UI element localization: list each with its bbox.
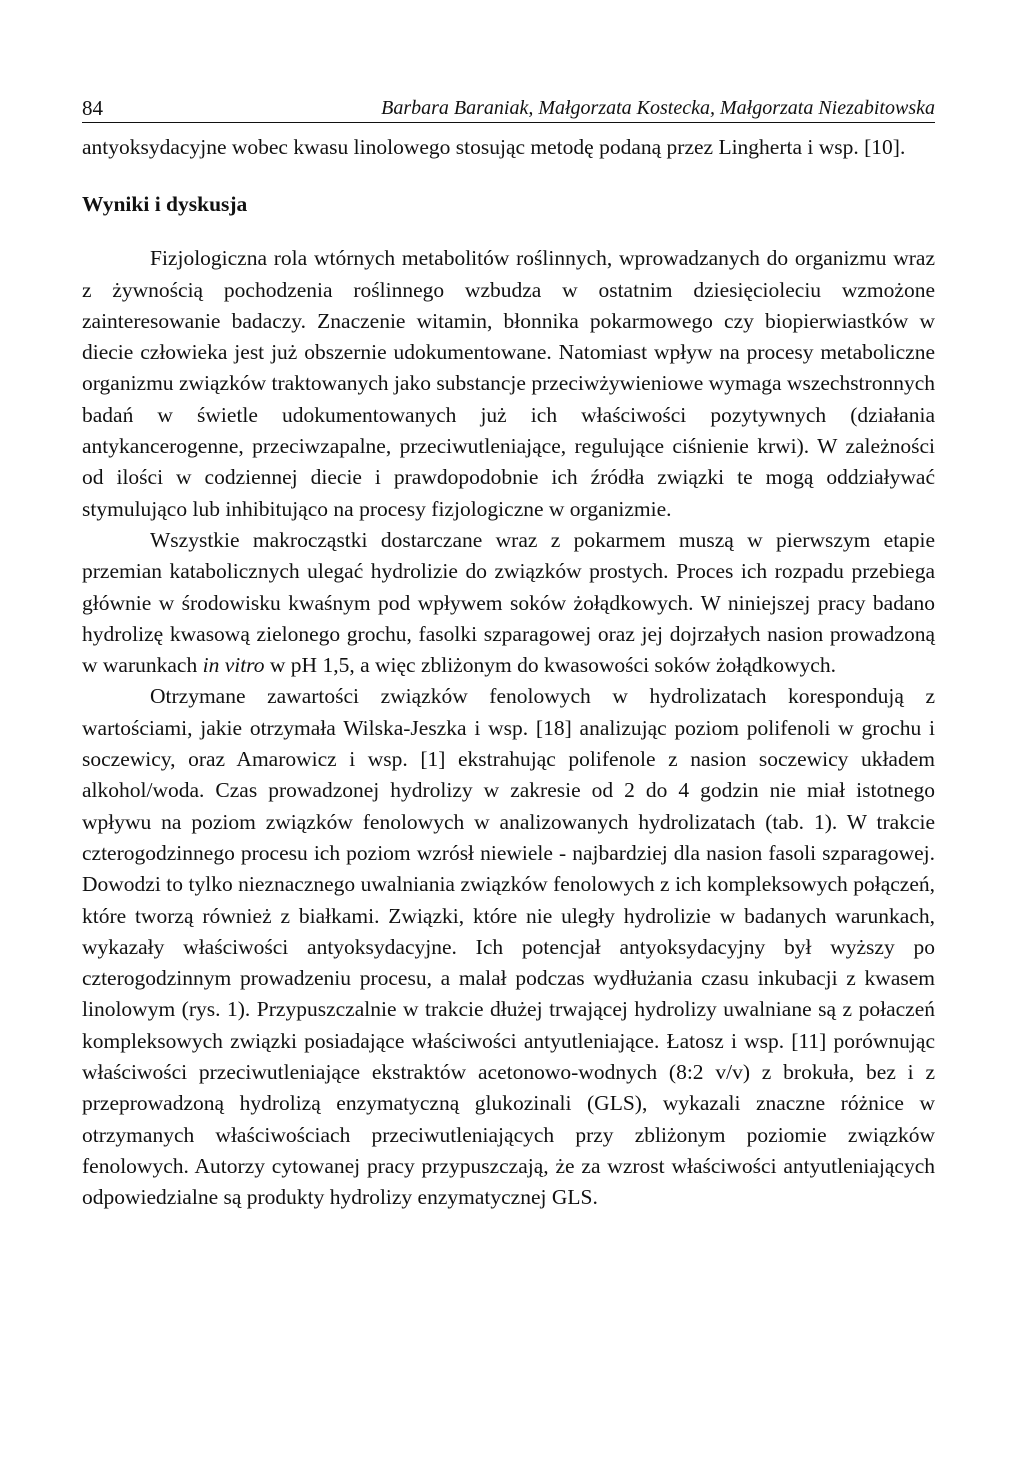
results-paragraph-2-part-2: w pH 1,5, a więc zbliżonym do kwasowości soków żołądkowych. — [264, 653, 836, 678]
section-heading-results: Wyniki i dyskusja — [82, 192, 248, 217]
results-paragraph-3: Otrzymane zawartości związków fenolowych w hydrolizatach korespondują z wartościami, jakie otrzymała Wilska-Jeszka i wsp. [18] analizując poziom polifenoli w grochu i soczewicy, oraz Amarowicz i wsp. [1] ekstrahując polifenole z nasion soczewicy układem alkohol/woda. Czas prowadzonej hydrolizy w zakresie od 2 do 4 godzin nie miał istotnego wpływu na poziom związków fenolowych w analizowanych hydrolizatach (tab. 1). W trakcie czterogodzinnego procesu ich poziom wzrósł niewiele - najbardziej dla nasion fasoli szparagowej. Dowodzi to tylko nieznacznego uwalniania związków fenolowych z ich kompleksowych połączeń, które tworzą również z białkami. Związki, które nie uległy hydrolizie w badanych warunkach, wykazały właściwości antyoksydacyjne. Ich potencjał antyoksydacyjny był wyższy po czterogodzinnym prowadzeniu procesu, a malał podczas wydłużania czasu inkubacji z kwasem linolowym (rys. 1). Przypuszczalnie w trakcie dłużej trwającej hydrolizy uwalniane są z połaczeń kompleksowych związki posiadające właściwości antyutleniające. Łatosz i wsp. [11] porównując właściwości przeciwutleniające ekstraktów acetonowo-wodnych (8:2 v/v) z brokuła, bez i z przeprowadzoną hydrolizą enzymatyczną glukozinali (GLS), wykazali znaczne różnice w otrzymanych właściwościach przeciwutleniających przy zbliżonym poziomie związków fenolowych. Autorzy cytowanej pracy przypuszczają, że za wzrost właściwości antyutleniających odpowiedzialne są produkty hydrolizy enzymatycznej GLS. — [82, 684, 935, 1210]
results-paragraph-2-part-1: Wszystkie makrocząstki dostarczane wraz z pokarmem muszą w pierwszym etapie przemian katabolicznych ulegać hydrolizie do związków prostych. Proces ich rozpadu przebiega głównie w środowisku kwaśnym pod wpływem soków żołądkowych. W niniejszej pracy badano hydrolizę kwasową zielonego grochu, fasolki szparagowej oraz jej dojrzałych nasion prowadzoną w warunkach — [82, 527, 935, 678]
intro-continuation-paragraph: antyoksydacyjne wobec kwasu linolowego stosując metodę podaną przez Lingherta i wsp. [10]. — [82, 135, 906, 159]
running-header-authors: Barbara Baraniak, Małgorzata Kostecka, Małgorzata Niezabitowska — [381, 97, 935, 119]
in-vitro-term: in vitro — [202, 653, 265, 678]
running-header — [82, 86, 935, 123]
results-paragraph-2 — [82, 525, 935, 681]
page-number: 84 — [82, 96, 103, 120]
journal-page — [82, 86, 935, 1214]
results-paragraph-1: Fizjologiczna rola wtórnych metabolitów roślinnych, wprowadzanych do organizmu wraz z żywnością pochodzenia roślinnego wzbudza w ostatnim dziesięcioleciu wzmożone zainteresowanie badaczy. Znaczenie witamin, błonnika pokarmowego czy biopierwiastków w diecie człowieka jest już obszernie udokumentowane. Natomiast wpływ na procesy metaboliczne organizmu związków traktowanych jako substancje przeciwżywieniowe wymaga wszechstronnych badań w świetle udokumentowanych już ich właściwości pozytywnych (działania antykancerogenne, przeciwzapalne, przeciwutleniające, regulujące ciśnienie krwi). W zależności od ilości w codziennej diecie i prawdopodobnie ich źródła związki te mogą oddziaływać stymulująco lub inhibitująco na procesy fizjologiczne w organizmie. — [82, 246, 935, 521]
